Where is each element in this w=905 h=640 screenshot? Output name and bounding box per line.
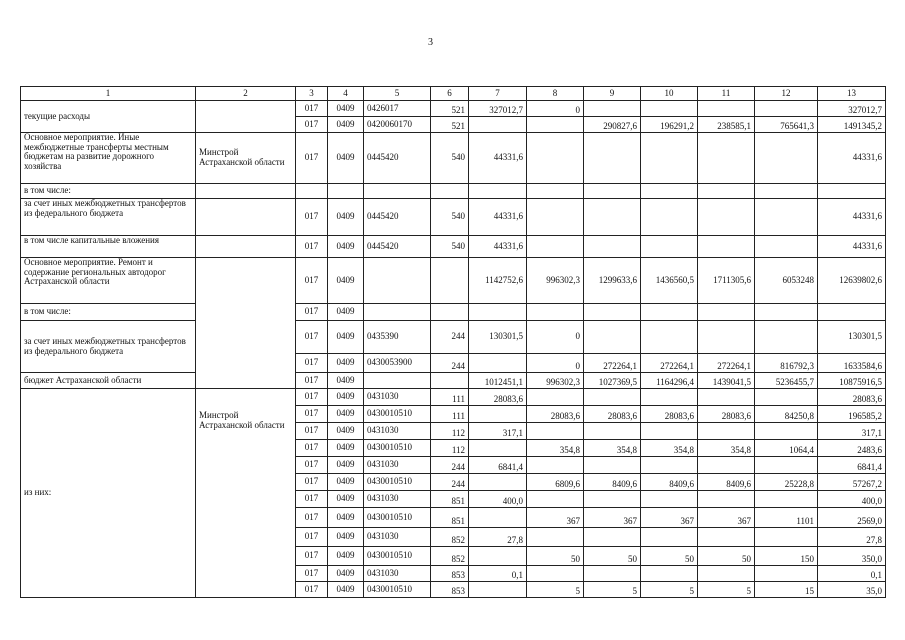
cell-value: 1064,4 <box>755 440 818 457</box>
cell-value <box>641 199 698 236</box>
cell-value <box>469 304 527 321</box>
cell-expense-type: 244 <box>431 354 469 373</box>
cell-value: 5 <box>527 582 584 598</box>
cell-value <box>584 457 641 474</box>
cell-total: 1491345,2 <box>818 117 886 133</box>
cell-expense-type: 540 <box>431 236 469 258</box>
row-description: Основное мероприятие. Ремонт и содержание региональных автодорог Астраханской области <box>21 258 196 304</box>
cell-value <box>698 101 755 117</box>
cell-value <box>641 457 698 474</box>
cell-grbs: 017 <box>296 566 328 582</box>
cell-section: 0409 <box>328 236 364 258</box>
cell-grbs: 017 <box>296 457 328 474</box>
cell-value: 84250,8 <box>755 406 818 423</box>
cell-section: 0409 <box>328 457 364 474</box>
cell-expense-type: 540 <box>431 133 469 184</box>
cell-expense-type: 111 <box>431 389 469 406</box>
cell-value <box>527 389 584 406</box>
cell-value <box>755 184 818 199</box>
cell-value <box>584 133 641 184</box>
cell-value <box>584 528 641 547</box>
cell-grbs: 017 <box>296 101 328 117</box>
cell-grbs: 017 <box>296 354 328 373</box>
cell-value <box>755 528 818 547</box>
cell-value <box>698 566 755 582</box>
cell-value: 354,8 <box>698 440 755 457</box>
cell-value: 15 <box>755 582 818 598</box>
cell-value <box>584 101 641 117</box>
cell-target-article: 0430010510 <box>364 440 431 457</box>
cell-value <box>469 440 527 457</box>
table-header-row <box>21 87 886 101</box>
cell-value: 367 <box>641 508 698 528</box>
cell-total: 2483,6 <box>818 440 886 457</box>
cell-target-article <box>364 373 431 389</box>
cell-total: 2569,0 <box>818 508 886 528</box>
cell-section: 0409 <box>328 354 364 373</box>
cell-value <box>584 389 641 406</box>
cell-value <box>527 491 584 508</box>
column-header: 3 <box>296 87 328 101</box>
cell-value: 28083,6 <box>641 406 698 423</box>
cell-value <box>698 528 755 547</box>
cell-total: 27,8 <box>818 528 886 547</box>
cell-value <box>641 321 698 354</box>
cell-total: 400,0 <box>818 491 886 508</box>
cell-target-article: 0431030 <box>364 528 431 547</box>
cell-value <box>698 236 755 258</box>
cell-section: 0409 <box>328 133 364 184</box>
cell-value: 50 <box>698 547 755 566</box>
cell-total: 350,0 <box>818 547 886 566</box>
cell-total: 28083,6 <box>818 389 886 406</box>
cell-grbs: 017 <box>296 117 328 133</box>
cell-value <box>584 423 641 440</box>
column-header: 2 <box>196 87 296 101</box>
cell-value <box>698 423 755 440</box>
cell-grbs: 017 <box>296 373 328 389</box>
cell-value: 6809,6 <box>527 474 584 491</box>
cell-total: 57267,2 <box>818 474 886 491</box>
cell-value: 765641,3 <box>755 117 818 133</box>
cell-value: 354,8 <box>527 440 584 457</box>
cell-value: 238585,1 <box>698 117 755 133</box>
cell-value: 1436560,5 <box>641 258 698 304</box>
cell-value <box>641 184 698 199</box>
cell-value: 1012451,1 <box>469 373 527 389</box>
cell-expense-type <box>431 258 469 304</box>
cell-total: 35,0 <box>818 582 886 598</box>
cell-value <box>698 389 755 406</box>
row-description: в том числе: <box>21 304 196 321</box>
row-description: из них: <box>21 389 196 598</box>
cell-value: 1027369,5 <box>584 373 641 389</box>
column-header: 11 <box>698 87 755 101</box>
cell-section: 0409 <box>328 321 364 354</box>
cell-value: 367 <box>698 508 755 528</box>
table-row <box>21 258 886 304</box>
row-executor: Минстрой Астраханской области <box>196 133 296 184</box>
cell-target-article: 0445420 <box>364 236 431 258</box>
cell-target-article <box>364 304 431 321</box>
cell-expense-type: 852 <box>431 547 469 566</box>
cell-target-article: 0430010510 <box>364 474 431 491</box>
cell-grbs: 017 <box>296 423 328 440</box>
table-row <box>21 199 886 236</box>
row-executor: Минстрой Астраханской области <box>196 389 296 598</box>
cell-grbs: 017 <box>296 304 328 321</box>
cell-value <box>527 236 584 258</box>
cell-value: 5236455,7 <box>755 373 818 389</box>
cell-value: 1439041,5 <box>698 373 755 389</box>
cell-section: 0409 <box>328 547 364 566</box>
cell-value <box>755 133 818 184</box>
cell-section: 0409 <box>328 582 364 598</box>
cell-value <box>755 236 818 258</box>
row-description: за счет иных межбюджетных трансфертов из федерального бюджета <box>21 199 196 236</box>
cell-value: 0 <box>527 321 584 354</box>
cell-value: 28083,6 <box>584 406 641 423</box>
cell-value: 25228,8 <box>755 474 818 491</box>
cell-value: 272264,1 <box>698 354 755 373</box>
cell-target-article: 0445420 <box>364 133 431 184</box>
cell-target-article: 0430053900 <box>364 354 431 373</box>
cell-value <box>527 566 584 582</box>
cell-value: 0 <box>527 354 584 373</box>
table-row <box>21 373 886 389</box>
cell-value: 150 <box>755 547 818 566</box>
cell-value: 8409,6 <box>641 474 698 491</box>
cell-expense-type: 521 <box>431 101 469 117</box>
cell-section: 0409 <box>328 406 364 423</box>
cell-section: 0409 <box>328 440 364 457</box>
cell-value: 996302,3 <box>527 373 584 389</box>
cell-expense-type: 112 <box>431 440 469 457</box>
cell-value <box>698 304 755 321</box>
cell-value <box>698 491 755 508</box>
cell-value <box>469 354 527 373</box>
cell-section: 0409 <box>328 423 364 440</box>
cell-value <box>469 184 527 199</box>
cell-grbs: 017 <box>296 440 328 457</box>
cell-total: 6841,4 <box>818 457 886 474</box>
cell-expense-type <box>431 184 469 199</box>
cell-total: 1633584,6 <box>818 354 886 373</box>
cell-value <box>584 321 641 354</box>
cell-target-article: 0430010510 <box>364 508 431 528</box>
row-executor <box>196 199 296 236</box>
column-header: 10 <box>641 87 698 101</box>
cell-value <box>641 566 698 582</box>
cell-value: 6841,4 <box>469 457 527 474</box>
column-header: 7 <box>469 87 527 101</box>
cell-section: 0409 <box>328 304 364 321</box>
table-row <box>21 184 886 199</box>
row-description: Основное мероприятие. Иные межбюджетные трансферты местным бюджетам на развитие дорожного хозяйства <box>21 133 196 184</box>
cell-value <box>527 133 584 184</box>
cell-value: 8409,6 <box>698 474 755 491</box>
cell-target-article: 0426017 <box>364 101 431 117</box>
cell-target-article: 0430010510 <box>364 547 431 566</box>
cell-value <box>641 423 698 440</box>
cell-value <box>584 491 641 508</box>
cell-value <box>755 491 818 508</box>
cell-value <box>469 547 527 566</box>
cell-section: 0409 <box>328 258 364 304</box>
cell-value <box>698 199 755 236</box>
cell-section: 0409 <box>328 474 364 491</box>
cell-value <box>755 101 818 117</box>
column-header: 9 <box>584 87 641 101</box>
cell-grbs: 017 <box>296 236 328 258</box>
row-description: за счет иных межбюджетных трансфертов из федерального бюджета <box>21 321 196 373</box>
cell-value: 196291,2 <box>641 117 698 133</box>
row-description: в том числе: <box>21 184 196 199</box>
cell-value <box>584 184 641 199</box>
cell-value: 50 <box>527 547 584 566</box>
cell-grbs: 017 <box>296 491 328 508</box>
cell-total: 44331,6 <box>818 236 886 258</box>
cell-value <box>641 528 698 547</box>
cell-value: 44331,6 <box>469 199 527 236</box>
cell-grbs: 017 <box>296 133 328 184</box>
cell-value <box>527 304 584 321</box>
cell-value: 5 <box>641 582 698 598</box>
cell-value <box>641 491 698 508</box>
cell-value <box>755 304 818 321</box>
row-description: текущие расходы <box>21 101 196 133</box>
cell-section: 0409 <box>328 508 364 528</box>
cell-value <box>469 582 527 598</box>
cell-section: 0409 <box>328 101 364 117</box>
cell-expense-type: 853 <box>431 582 469 598</box>
cell-total: 327012,7 <box>818 101 886 117</box>
cell-value <box>527 528 584 547</box>
cell-value: 130301,5 <box>469 321 527 354</box>
table-row <box>21 389 886 406</box>
cell-value <box>584 566 641 582</box>
cell-total: 44331,6 <box>818 133 886 184</box>
cell-target-article: 0431030 <box>364 457 431 474</box>
cell-grbs: 017 <box>296 528 328 547</box>
cell-value <box>527 117 584 133</box>
cell-value <box>698 321 755 354</box>
cell-grbs: 017 <box>296 199 328 236</box>
cell-grbs: 017 <box>296 508 328 528</box>
cell-value: 327012,7 <box>469 101 527 117</box>
cell-value <box>755 321 818 354</box>
page-number: 3 <box>428 37 433 48</box>
cell-total: 196585,2 <box>818 406 886 423</box>
cell-expense-type: 244 <box>431 474 469 491</box>
cell-value: 996302,3 <box>527 258 584 304</box>
cell-grbs: 017 <box>296 547 328 566</box>
cell-value: 354,8 <box>584 440 641 457</box>
cell-value: 1711305,6 <box>698 258 755 304</box>
cell-value <box>755 199 818 236</box>
cell-value: 5 <box>698 582 755 598</box>
cell-grbs: 017 <box>296 406 328 423</box>
cell-expense-type <box>431 373 469 389</box>
cell-value <box>755 423 818 440</box>
cell-grbs: 017 <box>296 582 328 598</box>
cell-value <box>641 133 698 184</box>
cell-value: 6053248 <box>755 258 818 304</box>
cell-value: 1164296,4 <box>641 373 698 389</box>
row-description: в том числе капитальные вложения <box>21 236 196 258</box>
table-row <box>21 133 886 184</box>
cell-value: 272264,1 <box>584 354 641 373</box>
cell-value <box>469 474 527 491</box>
cell-value <box>755 389 818 406</box>
cell-expense-type <box>431 304 469 321</box>
cell-expense-type: 521 <box>431 117 469 133</box>
cell-section: 0409 <box>328 389 364 406</box>
cell-total: 10875916,5 <box>818 373 886 389</box>
cell-value: 0,1 <box>469 566 527 582</box>
cell-value <box>527 199 584 236</box>
cell-value: 272264,1 <box>641 354 698 373</box>
cell-target-article: 0431030 <box>364 423 431 440</box>
cell-value: 0 <box>527 101 584 117</box>
cell-target-article: 0431030 <box>364 566 431 582</box>
cell-value: 50 <box>641 547 698 566</box>
column-header: 5 <box>364 87 431 101</box>
cell-value <box>641 304 698 321</box>
cell-expense-type: 111 <box>431 406 469 423</box>
cell-value: 317,1 <box>469 423 527 440</box>
cell-value: 400,0 <box>469 491 527 508</box>
cell-value <box>527 457 584 474</box>
cell-target-article: 0445420 <box>364 199 431 236</box>
cell-value <box>641 389 698 406</box>
table-row <box>21 321 886 354</box>
cell-value <box>584 199 641 236</box>
cell-value: 367 <box>527 508 584 528</box>
row-executor <box>196 236 296 258</box>
cell-grbs: 017 <box>296 389 328 406</box>
cell-expense-type: 540 <box>431 199 469 236</box>
cell-grbs: 017 <box>296 258 328 304</box>
table-row <box>21 304 886 321</box>
cell-total: 317,1 <box>818 423 886 440</box>
cell-grbs: 017 <box>296 474 328 491</box>
cell-section <box>328 184 364 199</box>
cell-value <box>527 184 584 199</box>
cell-expense-type: 851 <box>431 491 469 508</box>
cell-expense-type: 851 <box>431 508 469 528</box>
cell-section: 0409 <box>328 117 364 133</box>
cell-expense-type: 244 <box>431 321 469 354</box>
cell-target-article: 0430010510 <box>364 582 431 598</box>
cell-value: 44331,6 <box>469 236 527 258</box>
cell-target-article: 0431030 <box>364 389 431 406</box>
cell-value <box>755 566 818 582</box>
cell-section: 0409 <box>328 528 364 547</box>
row-executor-empty <box>196 258 296 389</box>
cell-value: 28083,6 <box>698 406 755 423</box>
row-description: бюджет Астраханской области <box>21 373 196 389</box>
cell-target-article: 0435390 <box>364 321 431 354</box>
cell-value <box>698 457 755 474</box>
cell-value: 1299633,6 <box>584 258 641 304</box>
column-header: 12 <box>755 87 818 101</box>
cell-value: 27,8 <box>469 528 527 547</box>
cell-value: 50 <box>584 547 641 566</box>
cell-value <box>469 406 527 423</box>
cell-value: 290827,6 <box>584 117 641 133</box>
column-header: 4 <box>328 87 364 101</box>
row-executor <box>196 101 296 133</box>
cell-value <box>469 508 527 528</box>
row-executor <box>196 184 296 199</box>
cell-value <box>584 236 641 258</box>
cell-value <box>641 101 698 117</box>
cell-value: 28083,6 <box>527 406 584 423</box>
cell-target-article: 0431030 <box>364 491 431 508</box>
column-header: 1 <box>21 87 196 101</box>
cell-total: 12639802,6 <box>818 258 886 304</box>
cell-value: 44331,6 <box>469 133 527 184</box>
cell-grbs <box>296 184 328 199</box>
budget-table <box>20 86 886 598</box>
cell-expense-type: 852 <box>431 528 469 547</box>
cell-value: 28083,6 <box>469 389 527 406</box>
cell-target-article: 0430010510 <box>364 406 431 423</box>
cell-section: 0409 <box>328 491 364 508</box>
cell-value <box>698 133 755 184</box>
cell-value: 816792,3 <box>755 354 818 373</box>
cell-total: 130301,5 <box>818 321 886 354</box>
cell-target-article <box>364 258 431 304</box>
cell-value <box>641 236 698 258</box>
column-header: 13 <box>818 87 886 101</box>
cell-target-article: 0420060170 <box>364 117 431 133</box>
column-header: 8 <box>527 87 584 101</box>
cell-value: 1142752,6 <box>469 258 527 304</box>
cell-total: 44331,6 <box>818 199 886 236</box>
cell-value <box>698 184 755 199</box>
cell-total <box>818 304 886 321</box>
cell-value <box>527 423 584 440</box>
cell-value: 1101 <box>755 508 818 528</box>
cell-expense-type: 244 <box>431 457 469 474</box>
column-header: 6 <box>431 87 469 101</box>
cell-section: 0409 <box>328 566 364 582</box>
cell-value: 5 <box>584 582 641 598</box>
cell-section: 0409 <box>328 373 364 389</box>
cell-value <box>584 304 641 321</box>
cell-total <box>818 184 886 199</box>
cell-grbs: 017 <box>296 321 328 354</box>
table-row <box>21 101 886 117</box>
cell-expense-type: 112 <box>431 423 469 440</box>
cell-target-article <box>364 184 431 199</box>
cell-value <box>755 457 818 474</box>
cell-value <box>469 117 527 133</box>
cell-section: 0409 <box>328 199 364 236</box>
table-row <box>21 236 886 258</box>
cell-total: 0,1 <box>818 566 886 582</box>
cell-value: 354,8 <box>641 440 698 457</box>
cell-value: 8409,6 <box>584 474 641 491</box>
cell-expense-type: 853 <box>431 566 469 582</box>
cell-value: 367 <box>584 508 641 528</box>
